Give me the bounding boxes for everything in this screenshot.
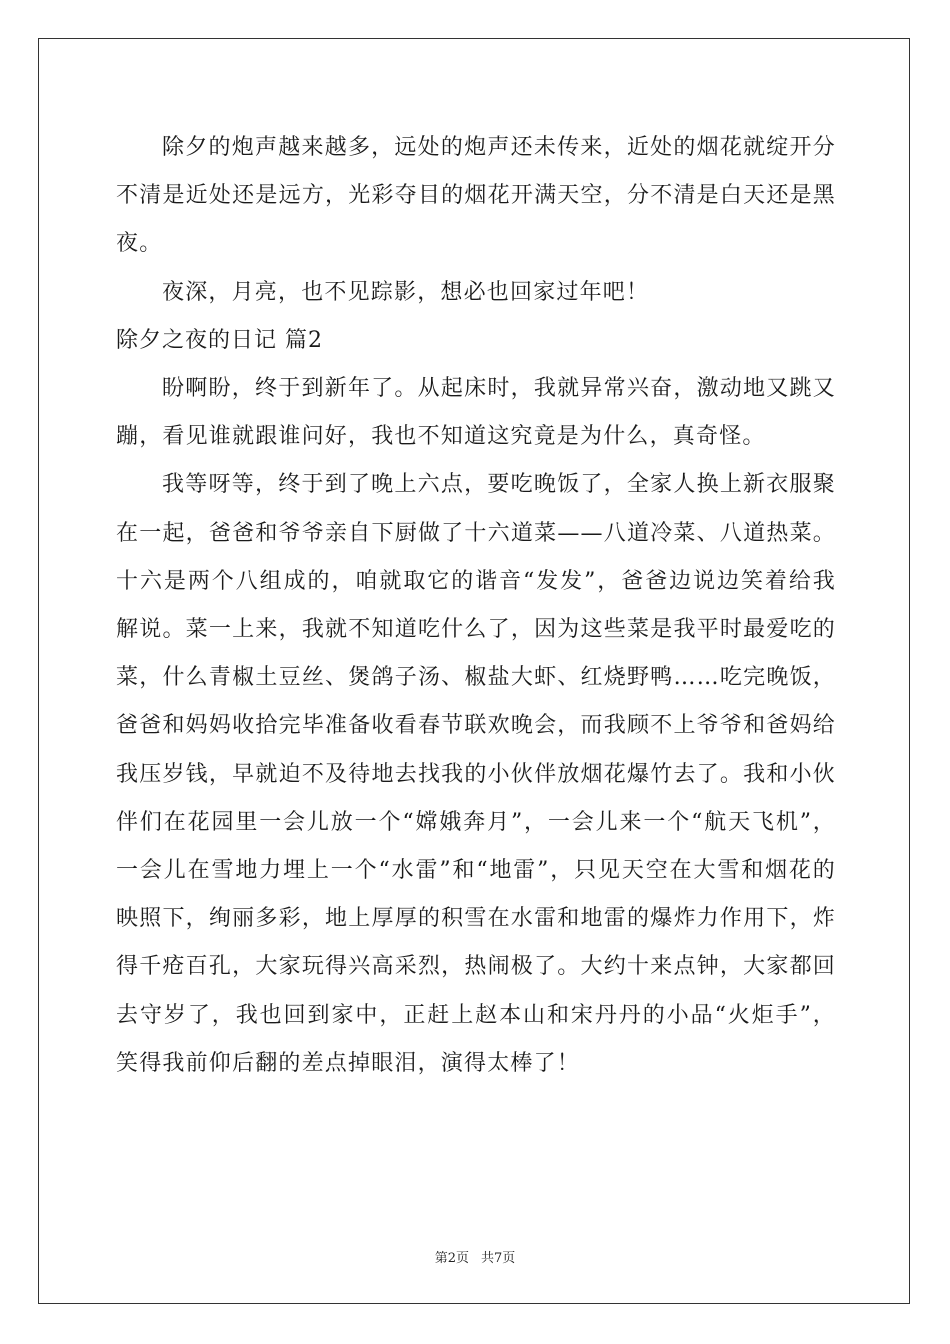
paragraph-firecrackers: 除夕的炮声越来越多，远处的炮声还未传来，近处的烟花就绽开分不清是近处还是远方，光彩夺目的烟花开满天空，分不清是白天还是黑夜。 <box>116 135 836 257</box>
document-body <box>116 124 836 1088</box>
paragraph-new-year-morning: 盼啊盼，终于到新年了。从起床时，我就异常兴奋，激动地又跳又蹦，看见谁就跟谁问好，我也不知道这究竟是为什么，真奇怪。 <box>116 376 836 450</box>
page-total: 共7页 <box>481 1251 516 1266</box>
page-number: 第2页 <box>434 1251 469 1266</box>
section-heading: 除夕之夜的日记 篇2 <box>116 327 323 353</box>
paragraph-moon: 夜深，月亮，也不见踪影，想必也回家过年吧！ <box>162 279 650 305</box>
page-footer <box>0 1247 950 1266</box>
paragraph-new-year-evening: 我等呀等，终于到了晚上六点，要吃晚饭了，全家人换上新衣服聚在一起，爸爸和爷爷亲自下厨做了十六道菜——八道冷菜、八道热菜。十六是两个八组成的，咱就取它的谐音“发发”，爸爸边说边笑着给我解说。菜一上来，我就不知道吃什么了，因为这些菜是我平时最爱吃的菜，什么青椒土豆丝、煲鸽子汤、椒盐大虾、红烧野鸭……吃完晚饭，爸爸和妈妈收拾完毕准备收看春节联欢晚会，而我顾不上爷爷和爸妈给我压岁钱，早就迫不及待地去找我的小伙伴放烟花爆竹去了。我和小伙伴们在花园里一会儿放一个“嫦娥奔月”，一会儿来一个“航天飞机”，一会儿在雪地力埋上一个“水雷”和“地雷”，只见天空在大雪和烟花的映照下，绚丽多彩，地上厚厚的积雪在水雷和地雷的爆炸力作用下，炸得千疮百孔，大家玩得兴高采烈，热闹极了。大约十来点钟，大家都回去守岁了，我也回到家中，正赶上赵本山和宋丹丹的小品“火炬手”，笑得我前仰后翻的差点掉眼泪，演得太棒了！ <box>116 472 836 1076</box>
